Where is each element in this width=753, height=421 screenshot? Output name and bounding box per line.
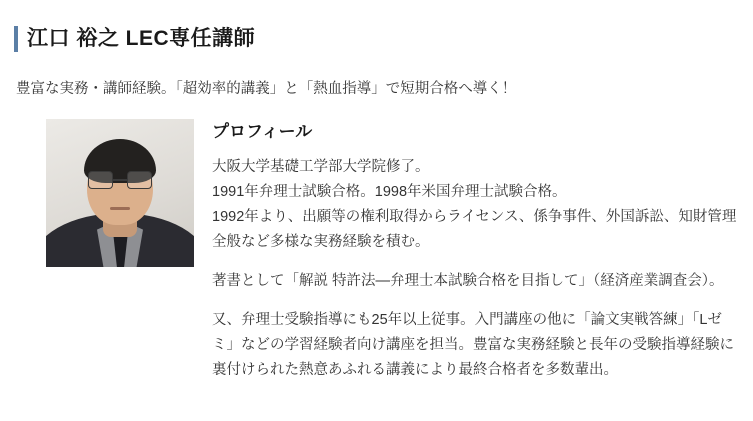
- profile-paragraph-3: 又、弁理士受験指導にも25年以上従事。入門講座の他に「論文実戦答練」「Lゼミ」などの学習経験者向け講座を担当。豊富な実務経験と長年の受験指導経験に裏付けられた熱意あふれる講義により最終合格者を多数輩出。: [212, 311, 734, 378]
- page-title-row: [14, 12, 743, 65]
- lead-text: 豊富な実務・講師経験。「超効率的講義」と「熱血指導」で短期合格へ導く！: [16, 81, 517, 98]
- title-accent-bar: [14, 26, 18, 52]
- page-title: 江口 裕之 LEC専任講師: [27, 27, 256, 51]
- profile-heading: プロフィール: [212, 122, 313, 142]
- profile-text-column: [212, 119, 743, 383]
- profile-content: [14, 119, 743, 383]
- glasses-bridge: [113, 179, 127, 181]
- glasses-icon: [88, 171, 152, 189]
- glasses-left-lens: [88, 171, 113, 189]
- photo-column: [46, 119, 194, 267]
- mouth-shape: [110, 207, 130, 210]
- instructor-photo: [46, 119, 194, 267]
- profile-paragraph-2: 著書として「解説 特許法―弁理士本試験合格を目指して」（経済産業調査会）。: [212, 272, 724, 289]
- glasses-right-lens: [127, 171, 152, 189]
- profile-paragraph-1: 大阪大学基礎工学部大学院修了。 1991年弁理士試験合格。1998年米国弁理士試験合格。 1992年より、出願等の権利取得からライセンス、係争事件、外国訴訟、知財管理全般など多様な実務経験を積む。: [212, 159, 737, 250]
